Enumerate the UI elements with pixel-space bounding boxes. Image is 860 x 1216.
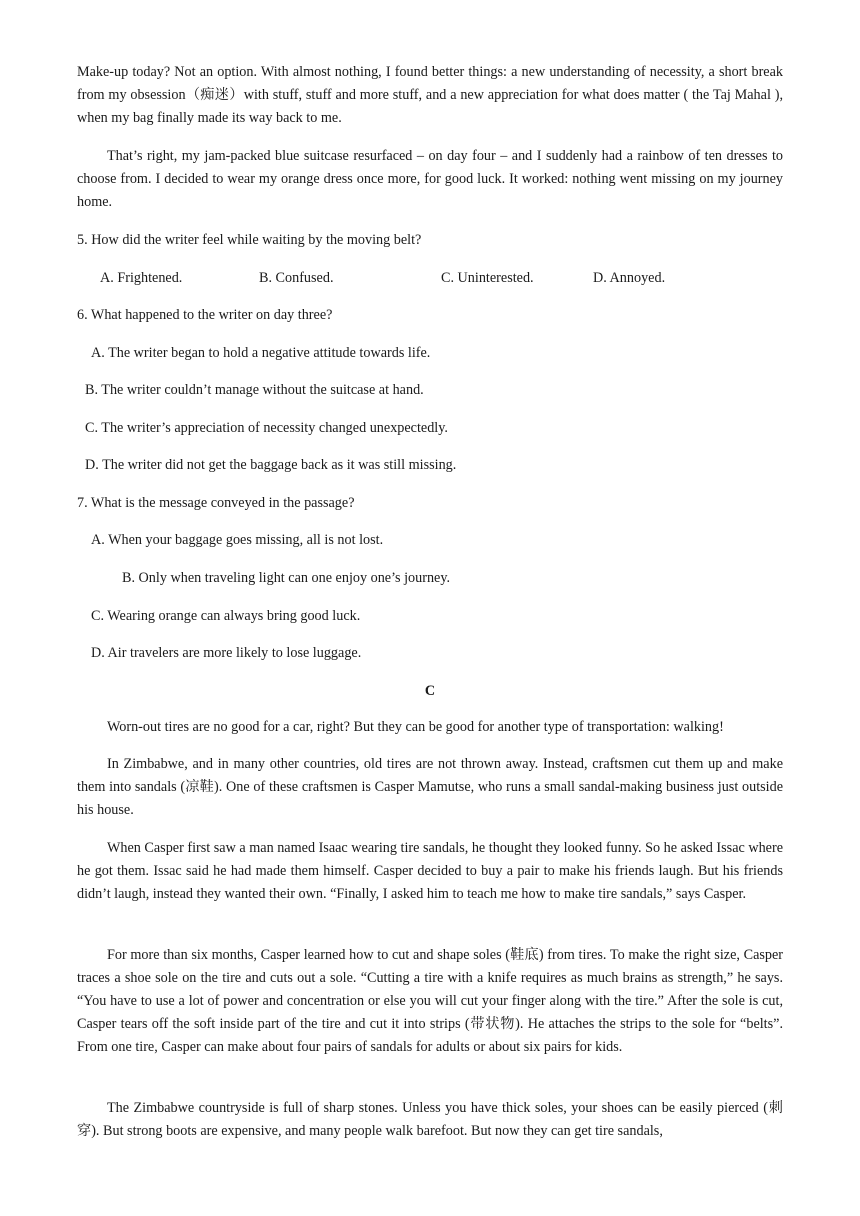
passage-paragraph: For more than six months, Casper learned how to cut and shape soles (鞋底) from tires. To make the right size, Casper traces a shoe sole on the tire and cuts out a sole. “Cutting a tire with a knife requires as much brains as strength,” he says. “You have to use a lot of power and concentration or else you will cut your finger along with the tire.” After the sole is cut, Casper tears off the soft inside part of the tire and cut it into strips (带状物). He attaches the strips to the sole for “belts”. From one tire, Casper can make about four pairs of sandals for adults or about six pairs for kids.: [77, 947, 783, 1055]
option-b: B. The writer couldn’t manage without the suitcase at hand.: [85, 382, 424, 398]
option-b: B. Only when traveling light can one enjoy one’s journey.: [122, 570, 451, 586]
option-c: C. Wearing orange can always bring good luck.: [91, 608, 361, 624]
section-heading: C: [424, 683, 436, 699]
option-a: A. The writer began to hold a negative attitude towards life.: [91, 345, 431, 361]
passage-paragraph: That’s right, my jam-packed blue suitcase resurfaced – on day four – and I suddenly had a rainbow of ten dresses to choose from. I decided to wear my orange dress once more, for good luck. It worked: nothing went missing on my journey home.: [77, 148, 783, 210]
passage-paragraph: Worn-out tires are no good for a car, right? But they can be good for another type of transportation: walking!: [107, 719, 724, 735]
option-a: A. Frightened.: [100, 270, 183, 286]
option-c: C. The writer’s appreciation of necessity changed unexpectedly.: [85, 420, 448, 436]
passage-paragraph: In Zimbabwe, and in many other countries, old tires are not thrown away. Instead, craftsmen cut them up and make them into sandals (凉鞋). One of these craftsmen is Casper Mamutse, who runs a small sandal-making business just outside his house.: [77, 756, 783, 818]
passage-paragraph: When Casper first saw a man named Isaac wearing tire sandals, he thought they looked funny. So he asked Issac where he got them. Issac said he had made them himself. Casper decided to buy a pair to make his friends laugh. But his friends didn’t laugh, instead they wanted their own. “Finally, I asked him to teach me how to make tire sandals,” says Casper.: [77, 840, 783, 902]
passage-paragraph: The Zimbabwe countryside is full of sharp stones. Unless you have thick soles, your shoes can be easily pierced (刺穿). But strong boots are expensive, and many people walk barefoot. But now they can get tire sandals,: [77, 1100, 783, 1139]
option-a: A. When your baggage goes missing, all is not lost.: [91, 532, 384, 548]
option-d: D. Air travelers are more likely to lose luggage.: [91, 645, 362, 661]
question-stem: 7. What is the message conveyed in the passage?: [77, 495, 355, 511]
option-d: D. Annoyed.: [593, 270, 666, 286]
option-c: C. Uninterested.: [441, 270, 534, 286]
question-stem: 6. What happened to the writer on day three?: [77, 307, 333, 323]
passage-paragraph: Make-up today? Not an option. With almost nothing, I found better things: a new understanding of necessity, a short break from my obsession（痴迷）with stuff, stuff and more stuff, and a new appreciation for what does matter ( the Taj Mahal ), when my bag finally made its way back to me.: [77, 64, 783, 126]
option-d: D. The writer did not get the baggage back as it was still missing.: [85, 457, 457, 473]
question-stem: 5. How did the writer feel while waiting by the moving belt?: [77, 232, 422, 248]
option-b: B. Confused.: [259, 270, 334, 286]
